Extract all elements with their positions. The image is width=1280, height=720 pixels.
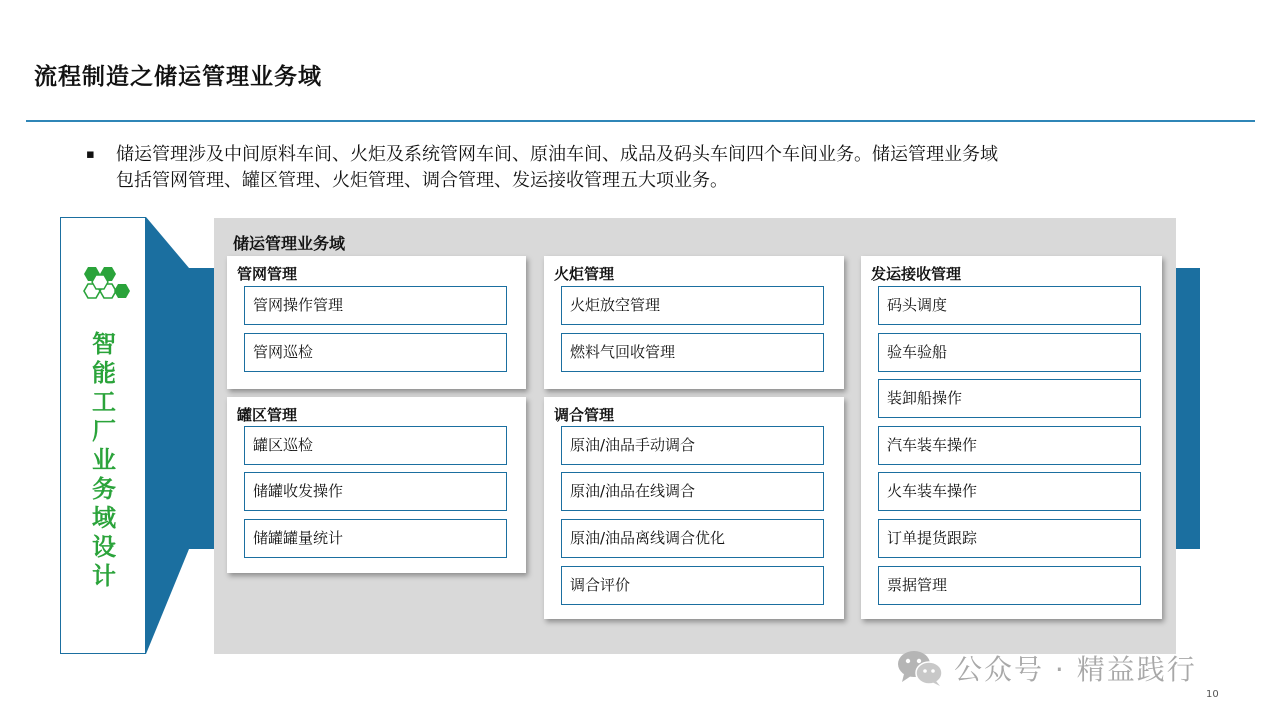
- group-item[interactable]: 火炬放空管理: [561, 286, 824, 325]
- group-item[interactable]: 码头调度: [878, 286, 1141, 325]
- group-item[interactable]: 装卸船操作: [878, 379, 1141, 418]
- group-item[interactable]: 火车装车操作: [878, 472, 1141, 511]
- connector-shape: [146, 217, 190, 654]
- group-title: 发运接收管理: [871, 265, 962, 283]
- group-title: 火炬管理: [554, 265, 615, 283]
- group-item[interactable]: 罐区巡检: [244, 426, 507, 465]
- wechat-icon: [896, 649, 944, 687]
- group-title: 管网管理: [237, 265, 298, 283]
- page-number: 10: [1206, 689, 1219, 700]
- hexagon-logo-icon: [78, 266, 130, 306]
- group-item[interactable]: 原油/油品手动调合: [561, 426, 824, 465]
- bullet-line-1: 储运管理涉及中间原料车间、火炬及系统管网车间、原油车间、成品及码头车间四个车间业务。储运管理业务域: [116, 144, 998, 165]
- group-item[interactable]: 燃料气回收管理: [561, 333, 824, 372]
- group-title: 罐区管理: [237, 406, 298, 424]
- vertical-title: 智能工厂业务域设计: [92, 330, 116, 590]
- group-item[interactable]: 验车验船: [878, 333, 1141, 372]
- bullet-icon: ▪: [86, 147, 95, 162]
- group-item[interactable]: 储罐罐量统计: [244, 519, 507, 558]
- title-divider: [26, 120, 1255, 122]
- group-card-shipping-receiving: [861, 256, 1162, 619]
- group-title: 调合管理: [554, 406, 615, 424]
- group-item[interactable]: 调合评价: [561, 566, 824, 605]
- bullet-line-2: 包括管网管理、罐区管理、火炬管理、调合管理、发运接收管理五大项业务。: [116, 170, 728, 191]
- group-item[interactable]: 订单提货跟踪: [878, 519, 1141, 558]
- left-panel: [60, 217, 146, 654]
- group-item[interactable]: 原油/油品离线调合优化: [561, 519, 824, 558]
- intro-bullet: [86, 142, 1182, 194]
- group-card-flare: [544, 256, 844, 389]
- group-card-blending: [544, 397, 844, 619]
- domain-label: 储运管理业务域: [233, 234, 346, 253]
- watermark-text: 公众号 · 精益践行: [954, 653, 1197, 686]
- group-item[interactable]: 储罐收发操作: [244, 472, 507, 511]
- slide-title: 流程制造之储运管理业务域: [34, 64, 322, 90]
- group-item[interactable]: 汽车装车操作: [878, 426, 1141, 465]
- group-item[interactable]: 原油/油品在线调合: [561, 472, 824, 511]
- group-item[interactable]: 票据管理: [878, 566, 1141, 605]
- left-blue-bar: [189, 268, 214, 549]
- group-item[interactable]: 管网操作管理: [244, 286, 507, 325]
- group-card-pipeline: [227, 256, 526, 389]
- group-item[interactable]: 管网巡检: [244, 333, 507, 372]
- group-card-tank-farm: [227, 397, 526, 573]
- right-blue-bar: [1176, 268, 1200, 549]
- watermark: [896, 648, 1197, 688]
